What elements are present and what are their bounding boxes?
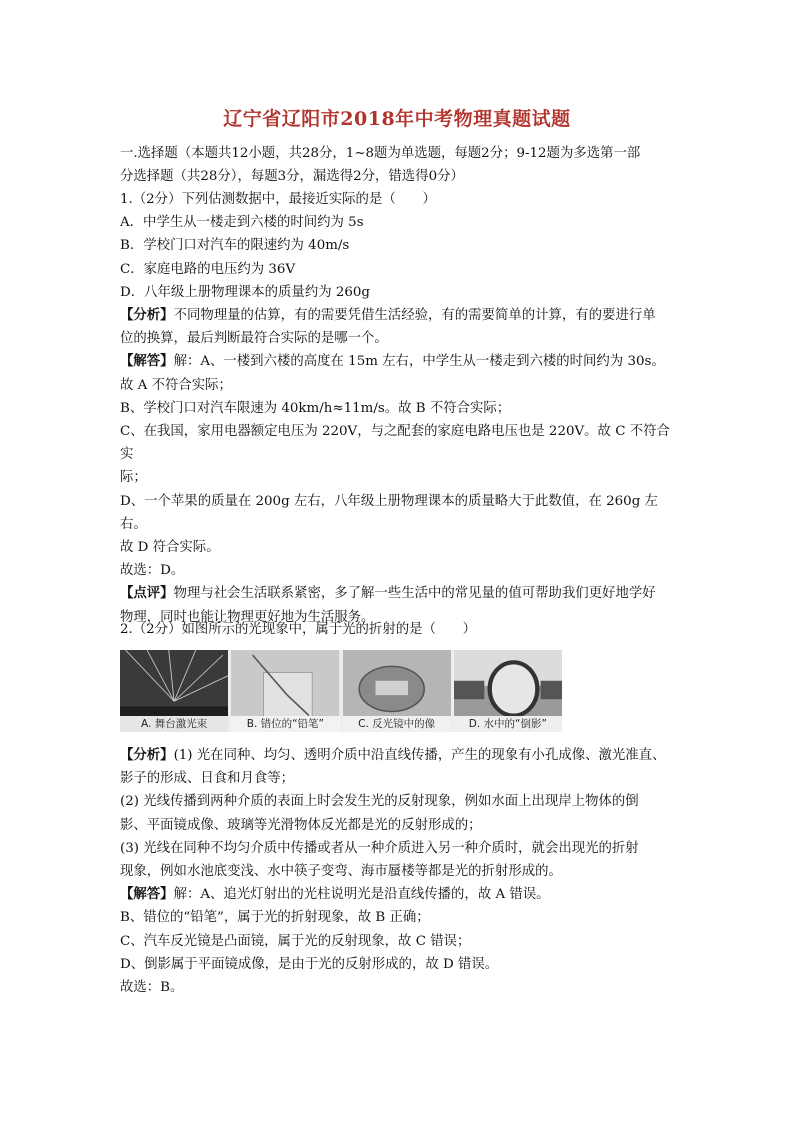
- option-c: C．家庭电路的电压约为 36V: [120, 261, 296, 277]
- photo-pencil-in-water: [231, 650, 339, 732]
- photo-bridge-reflection: [454, 650, 562, 732]
- photo-car-mirror: [343, 650, 451, 732]
- answer-line: C、在我国，家用电器额定电压为 220V，与之配套的家庭电路电压也是 220V。故 C 不符合实: [120, 424, 670, 463]
- answer-line: 际；: [120, 470, 147, 486]
- comment-line: 物理，同时也能让物理更好地为生活服务。: [120, 609, 375, 625]
- answer-line: B、学校门口对汽车限速为 40km/h≈11m/s。故 B 不符合实际；: [120, 400, 511, 416]
- answer-line: 【解答】解：A、追光灯射出的光柱说明光是沿直线传播的，故 A 错误。: [120, 886, 550, 903]
- answer-line: D、一个苹果的质量在 200g 左右，八年级上册物理课本的质量略大于此数值，在 260g 左右。: [120, 493, 658, 532]
- section-line: 分选择题（共28分），每题3分，漏选得2分，错选得0分）: [120, 169, 464, 185]
- comment-line: 【点评】物理与社会生活联系紧密，多了解一些生活中的常见量的值可帮助我们更好地学好: [120, 585, 656, 602]
- answer-line: 【解答】解：A、一楼到六楼的高度在 15m 左右，中学生从一楼走到六楼的时间约为 30s。: [120, 353, 665, 370]
- figure-caption-c: C. 反光镜中的像: [343, 716, 451, 732]
- figure-caption-d: D. 水中的“倒影”: [454, 716, 562, 732]
- answer-tag: 【解答】: [120, 353, 174, 370]
- answer-line: D、倒影属于平面镜成像，是由于光的反射形成的，故 D 错误。: [120, 956, 499, 972]
- analysis-line: 现象，例如水池底变浅、水中筷子变弯、海市蜃楼等都是光的折射形成的。: [120, 864, 562, 880]
- question-2-figure: [120, 650, 562, 732]
- analysis-tag: 【分析】: [120, 747, 174, 763]
- answer-line: C、汽车反光镜是凸面镜，属于光的反射现象，故 C 错误；: [120, 933, 471, 949]
- comment-tag: 【点评】: [120, 585, 174, 602]
- section-intro: [120, 142, 680, 188]
- question-stem: 1.（2分）下列估测数据中，最接近实际的是（ ）: [120, 192, 436, 207]
- question-1: [120, 188, 680, 629]
- question-stem: 2.（2分）如图所示的光现象中，属于光的折射的是（ ）: [120, 622, 477, 637]
- question-2-solution: [120, 744, 680, 999]
- answer-line: 故 A 不符合实际；: [120, 377, 232, 393]
- answer-line: 故 D 符合实际。: [120, 540, 220, 556]
- analysis-line: 影、平面镜成像、玻璃等光滑物体反光都是光的反射形成的；: [120, 817, 482, 833]
- choice-line: 故选：D。: [120, 563, 185, 579]
- figure-caption-b: B. 错位的“铅笔”: [231, 716, 339, 732]
- figure-caption-a: A. 舞台激光束: [120, 716, 228, 732]
- analysis-line: 影子的形成、日食和月食等；: [120, 771, 295, 787]
- analysis-line: 【分析】不同物理量的估算，有的需要凭借生活经验，有的需要简单的计算，有的要进行单: [120, 307, 656, 324]
- photo-stage-laser: [120, 650, 228, 732]
- analysis-line: (2) 光线传播到两种介质的表面上时会发生光的反射现象，例如水面上出现岸上物体的倒: [120, 794, 639, 810]
- option-a: A．中学生从一楼走到六楼的时间约为 5s: [120, 215, 364, 231]
- analysis-tag: 【分析】: [120, 307, 174, 324]
- analysis-line: (3) 光线在同种不均匀介质中传播或者从一种介质进入另一种介质时，就会出现光的折射: [120, 840, 639, 856]
- section-line: 一.选择题（本题共12小题，共28分，1~8题为单选题，每题2分；9-12题为多选第一部: [120, 146, 641, 161]
- page-title: 辽宁省辽阳市2018年中考物理真题试题: [223, 108, 571, 130]
- answer-line: B、错位的“铅笔”，属于光的折射现象，故 B 正确；: [120, 910, 430, 926]
- choice-line: 故选：B。: [120, 980, 184, 996]
- answer-tag: 【解答】: [120, 886, 174, 903]
- question-2-stem: [120, 618, 680, 641]
- analysis-line: 位的换算，最后判断最符合实际的是哪一个。: [120, 331, 388, 347]
- option-d: D．八年级上册物理课本的质量约为 260g: [120, 284, 370, 300]
- option-b: B．学校门口对汽车的限速约为 40m/s: [120, 238, 350, 254]
- analysis-line: 【分析】(1) 光在同种、均匀、透明介质中沿直线传播，产生的现象有小孔成像、激光准直、: [120, 747, 666, 763]
